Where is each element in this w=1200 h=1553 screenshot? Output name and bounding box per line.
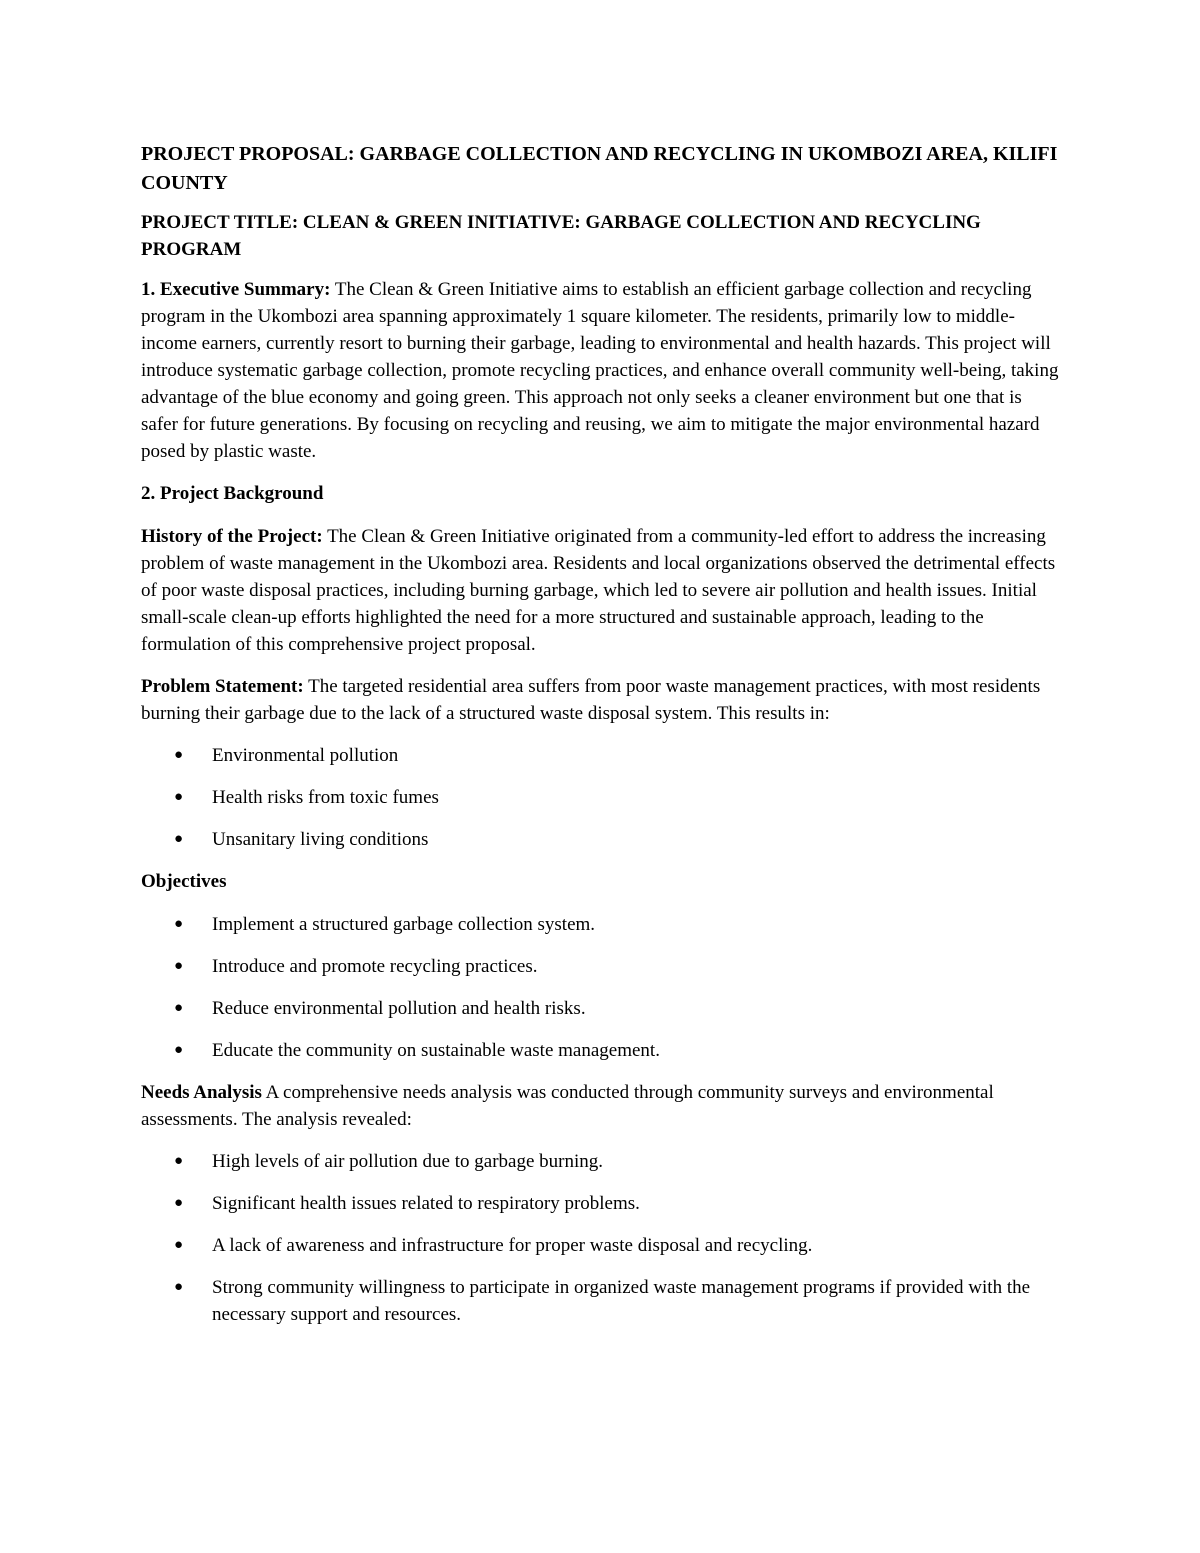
list-item-text: A lack of awareness and infrastructure for proper waste disposal and recycling. [212,1235,813,1256]
list-item [141,995,1061,1022]
list-item-text: Educate the community on sustainable waste management. [212,1040,660,1061]
list-item [141,1148,1061,1175]
problem-statement-paragraph [141,673,1061,727]
bullet-icon: ● [174,1195,184,1211]
list-item-text: High levels of air pollution due to garbage burning. [212,1151,603,1172]
needs-analysis-paragraph [141,1079,1061,1133]
list-item [141,742,1061,769]
list-item-text: Implement a structured garbage collection system. [212,914,596,935]
bullet-icon: ● [174,1237,184,1253]
list-item-text: Unsanitary living conditions [212,829,429,850]
project-background-heading: 2. Project Background [141,483,324,504]
bullet-icon: ● [174,831,184,847]
executive-summary-paragraph [141,276,1061,465]
project-title: PROJECT TITLE: CLEAN & GREEN INITIATIVE: GARBAGE COLLECTION AND RECYCLING PROGRAM [141,212,981,260]
bullet-icon: ● [174,916,184,932]
list-item-text: Reduce environmental pollution and health risks. [212,998,586,1019]
needs-list [141,1148,1061,1328]
list-item-text: Health risks from toxic fumes [212,787,439,808]
needs-analysis-label: Needs Analysis [141,1082,262,1103]
document-title: PROJECT PROPOSAL: GARBAGE COLLECTION AND RECYCLING IN UKOMBOZI AREA, KILIFI COUNTY [141,143,1058,194]
list-item-text: Introduce and promote recycling practices. [212,956,538,977]
list-item [141,1232,1061,1259]
list-item-text: Environmental pollution [212,745,399,766]
bullet-icon: ● [174,1153,184,1169]
list-item [141,953,1061,980]
history-paragraph [141,523,1061,658]
list-item [141,1274,1061,1328]
bullet-icon: ● [174,1279,184,1295]
problem-list [141,742,1061,853]
executive-summary-text: The Clean & Green Initiative aims to establish an efficient garbage collection and recycling program in the Ukombozi area spanning approximately 1 square kilometer. The residents, primarily low to middle-income earners, currently resort to burning their garbage, leading to environmental and health hazards. This project will introduce systematic garbage collection, promote recycling practices, and enhance overall community well-being, taking advantage of the blue economy and going green. This approach not only seeks a cleaner environment but one that is safer for future generations. By focusing on recycling and reusing, we aim to mitigate the major environmental hazard posed by plastic waste. [141,279,1059,462]
list-item [141,784,1061,811]
history-text: The Clean & Green Initiative originated from a community-led effort to address the increasing problem of waste management in the Ukombozi area. Residents and local organizations observed the detrimental effects of poor waste disposal practices, including burning garbage, which led to severe air pollution and health issues. Initial small-scale clean-up efforts highlighted the need for a more structured and sustainable approach, leading to the formulation of this comprehensive project proposal. [141,526,1056,655]
problem-statement-label: Problem Statement: [141,676,304,697]
list-item [141,1190,1061,1217]
objectives-heading: Objectives [141,871,227,892]
bullet-icon: ● [174,1000,184,1016]
executive-summary-label: 1. Executive Summary: [141,279,331,300]
bullet-icon: ● [174,789,184,805]
bullet-icon: ● [174,747,184,763]
list-item [141,1037,1061,1064]
problem-statement-text: The targeted residential area suffers from poor waste management practices, with most residents burning their garbage due to the lack of a structured waste disposal system. This results in: [141,676,1041,724]
objectives-list [141,911,1061,1064]
list-item-text: Strong community willingness to participate in organized waste management programs if provided with the necessary support and resources. [212,1277,1031,1325]
history-label: History of the Project: [141,526,323,547]
bullet-icon: ● [174,958,184,974]
document-page [141,140,1061,1343]
list-item-text: Significant health issues related to respiratory problems. [212,1193,640,1214]
needs-analysis-text: A comprehensive needs analysis was conducted through community surveys and environmental assessments. The analysis revealed: [141,1082,994,1130]
bullet-icon: ● [174,1042,184,1058]
list-item [141,911,1061,938]
list-item [141,826,1061,853]
